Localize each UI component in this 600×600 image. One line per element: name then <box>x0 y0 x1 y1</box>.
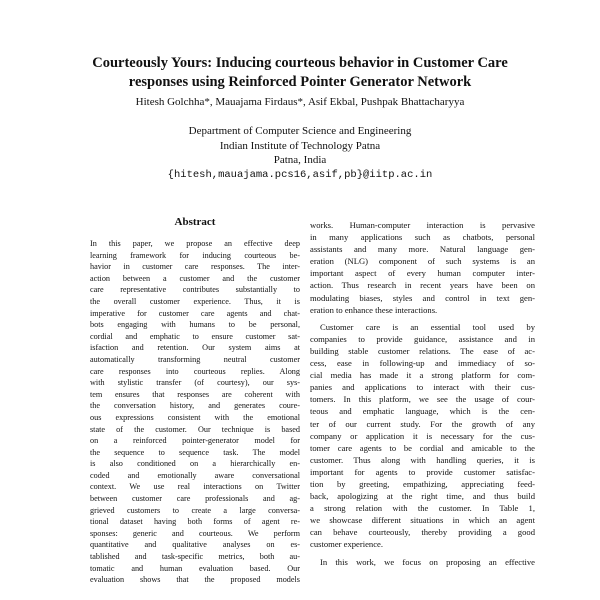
intro-line: tion by greeting, empathizing, appreciating feed- <box>310 478 535 489</box>
abstract-line: ous expressions consistent with the emotional <box>90 412 300 422</box>
intro-line: we showcase different situations in which an agent <box>310 515 535 526</box>
intro-line: teous and emphatic language, which is the cen- <box>310 406 535 417</box>
abstract-line: grieved customers to create a large conversa- <box>90 505 300 515</box>
intro-line: eration (NLG) component of such systems is an <box>310 256 535 267</box>
abstract-line: tablished and task-specific metrics, both au- <box>90 552 300 562</box>
abstract-line: sponses: generic and courteous. We perform <box>90 528 300 538</box>
abstract-line: evaluation shows that the proposed models <box>90 575 300 585</box>
abstract-line: learning framework for inducing courteous be- <box>90 250 300 260</box>
intro-line: modulating biases, styles and control in text gen- <box>310 292 535 303</box>
abstract-line: havior in customer care responses. The inter- <box>90 262 300 272</box>
email-address: {hitesh,mauajama.pcs16,asif,pb}@iitp.ac.in <box>167 168 433 181</box>
abstract-line: In this paper, we propose an effective deep <box>90 239 300 248</box>
intro-line: important for agents to provide customer satisfac- <box>310 466 535 477</box>
abstract-line: imperative for customer care agents and chat- <box>90 308 300 318</box>
intro-line: panies and applications to interact with their cus- <box>310 382 535 393</box>
location: Patna, India <box>273 154 327 166</box>
intro-line: Customer care is an essential tool used by <box>320 321 535 332</box>
abstract-line: automatically transforming neutral customer <box>90 354 300 364</box>
intro-line: cess, ease in following-up and immediacy of so- <box>310 358 535 369</box>
abstract-line: the overall customer experience. Thus, it is <box>90 296 300 306</box>
intro-line: ter of our current study. For the growth of any <box>310 418 535 429</box>
institute: Indian Institute of Technology Patna <box>219 139 381 152</box>
title-line-1: Courteously Yours: Inducing courteous behavior in Customer Care <box>92 55 508 71</box>
intro-line: works. Human-computer interaction is pervasive <box>310 220 535 230</box>
abstract-line: bots engaging with humans to be personal, <box>90 320 300 330</box>
abstract-line: action between a customer and the customer <box>90 273 300 283</box>
abstract-line: care responses into courteous replies. Along <box>90 366 300 376</box>
intro-line: a strong relation with the customer. In Table 1, <box>310 503 535 514</box>
paper-title <box>40 54 560 92</box>
abstract-heading: Abstract <box>174 216 216 228</box>
department: Department of Computer Science and Engineering <box>188 125 412 137</box>
author-list: Hitesh Golchha*, Mauajama Firdaus*, Asif Ekbal, Pushpak Bhattacharyya <box>135 96 465 108</box>
abstract-line: care representative contributes substantially to <box>90 285 300 295</box>
intro-line: cial media has made it a strong platform for com- <box>310 370 535 381</box>
abstract-body <box>90 238 300 586</box>
abstract-line: tional dataset having both forms of agent re- <box>90 517 300 527</box>
abstract-line: tomatic and human evaluation based. Our <box>90 563 300 573</box>
abstract-line: with stylistic transfer (of courtesy), our sys- <box>90 378 300 388</box>
intro-line: tomers. In this platform, we see the usage of cour- <box>310 394 535 405</box>
abstract-line: cordial and emphatic to ensure customer sat- <box>90 331 300 341</box>
intro-line: company or application it is necessary for the cus- <box>310 430 535 441</box>
intro-line: building stable customer relations. The ease of ac- <box>310 345 535 356</box>
intro-line: companies to provide guidance, assistance and in <box>310 333 535 344</box>
abstract-line: state of the customer. Our technique is based <box>90 424 300 434</box>
abstract-line: coded and emotionally aware conversational <box>90 470 300 480</box>
abstract-line: between customer care professionals and ag- <box>90 494 300 504</box>
intro-line: tomer care agents to be cordial and amicable to the <box>310 442 535 453</box>
intro-line: customer experience. <box>310 539 384 550</box>
intro-line: customer. Thus along with handling queries, it is <box>310 454 535 465</box>
intro-line: eration to enhance these interactions. <box>310 304 438 315</box>
intro-line: back, apologizing at the right time, and thus build <box>310 491 535 502</box>
intro-line: important aspect of every human computer inter- <box>310 268 535 279</box>
title-line-2: responses using Reinforced Pointer Generator Network <box>128 74 472 90</box>
abstract-line: is also conditioned on a hierarchically en- <box>90 459 300 469</box>
abstract-line: the conversation history, and generates coure- <box>90 401 300 411</box>
abstract-line: tem ensures that responses are coherent with <box>90 389 300 399</box>
intro-body <box>310 219 535 568</box>
abstract-line: on a reinforced pointer-generator model for <box>90 436 300 446</box>
intro-line: assistants and many more. Natural language gen- <box>310 244 535 255</box>
abstract-line: isfaction and retention. Our system aims at <box>90 343 300 353</box>
intro-line: action. Thus research in recent years have been on <box>310 280 535 291</box>
abstract-line: quantitative and qualitative analyses on es- <box>90 540 300 550</box>
intro-line: In this work, we focus on proposing an effective <box>320 556 535 567</box>
intro-line: can behave courteously, thereby providing a good <box>310 527 535 538</box>
intro-line: in many applications such as chatbots, personal <box>310 232 535 243</box>
abstract-line: context. We use real interactions on Twitter <box>90 482 300 492</box>
affiliation-block <box>40 124 560 182</box>
abstract-line: the sequence to sequence task. The model <box>90 447 300 457</box>
